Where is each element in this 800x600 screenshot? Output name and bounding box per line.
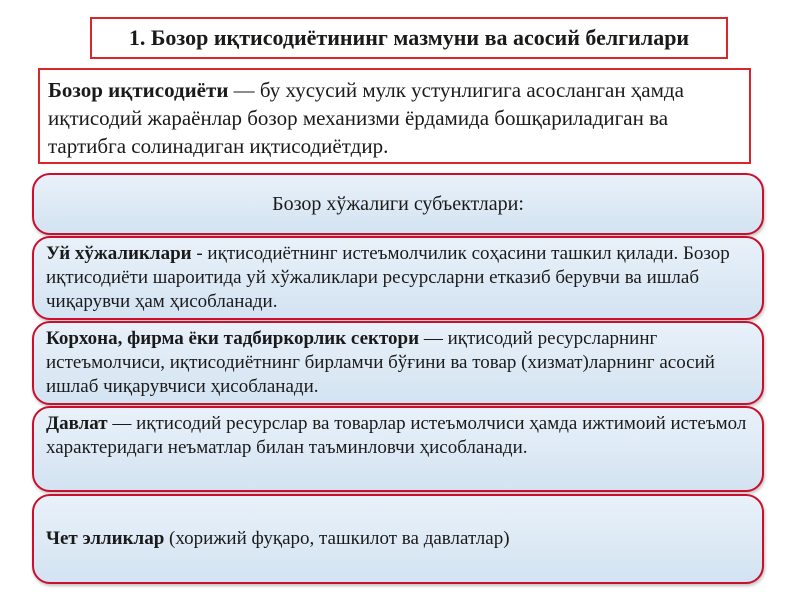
- definition-term: Бозор иқтисодиёти: [48, 78, 229, 102]
- subject-term: Давлат: [46, 413, 108, 434]
- subject-card-households: [32, 236, 764, 320]
- subjects-header-card: [32, 173, 764, 235]
- slide-title-text: 1. Бозор иқтисодиётининг мазмуни ва асосий белгилари: [128, 25, 690, 50]
- definition-text: — бу хусусий мулк устунлигига асосланган ҳамда иқтисодий жараёнлар бозор механизми ёрдамида бошқариладиган ва тартибга солинадиган иқтисодиётдир.: [48, 78, 684, 158]
- subjects-header: Бозор хўжалиги субъектлари:: [272, 193, 524, 215]
- subject-term: Корхона, фирма ёки тадбиркорлик сектори: [46, 328, 420, 349]
- subject-term: Уй хўжаликлари: [46, 243, 192, 264]
- subject-text: — иқтисодий ресурсларнинг истеъмолчиси, иқтисодиётнинг бирламчи бўғини ва товар (хизмат)ларнинг асосий ишлаб чиқарувчиси ҳисобланади.: [46, 328, 715, 397]
- subject-card-foreigners: [32, 494, 764, 584]
- subject-card-state: [32, 406, 764, 492]
- subject-card-firms: [32, 321, 764, 405]
- subject-text: (хорижий фуқаро, ташкилот ва давлатлар): [164, 528, 510, 549]
- definition-box: [38, 68, 751, 164]
- subject-term: Чет элликлар: [46, 528, 165, 549]
- subject-text: — иқтисодий ресурслар ва товарлар истеъмолчиси ҳамда ижтимоий истеъмол характеридаги неъматлар билан таъминловчи ҳисобланади.: [46, 413, 747, 458]
- slide-title: [90, 17, 728, 59]
- subject-text: - иқтисодиётнинг истеъмолчилик соҳасини ташкил қилади. Бозор иқтисодиёти шароитида уй хўжаликлари ресурсларни етказиб берувчи ва ишлаб чиқарувчи ҳам ҳисобланади.: [46, 243, 730, 312]
